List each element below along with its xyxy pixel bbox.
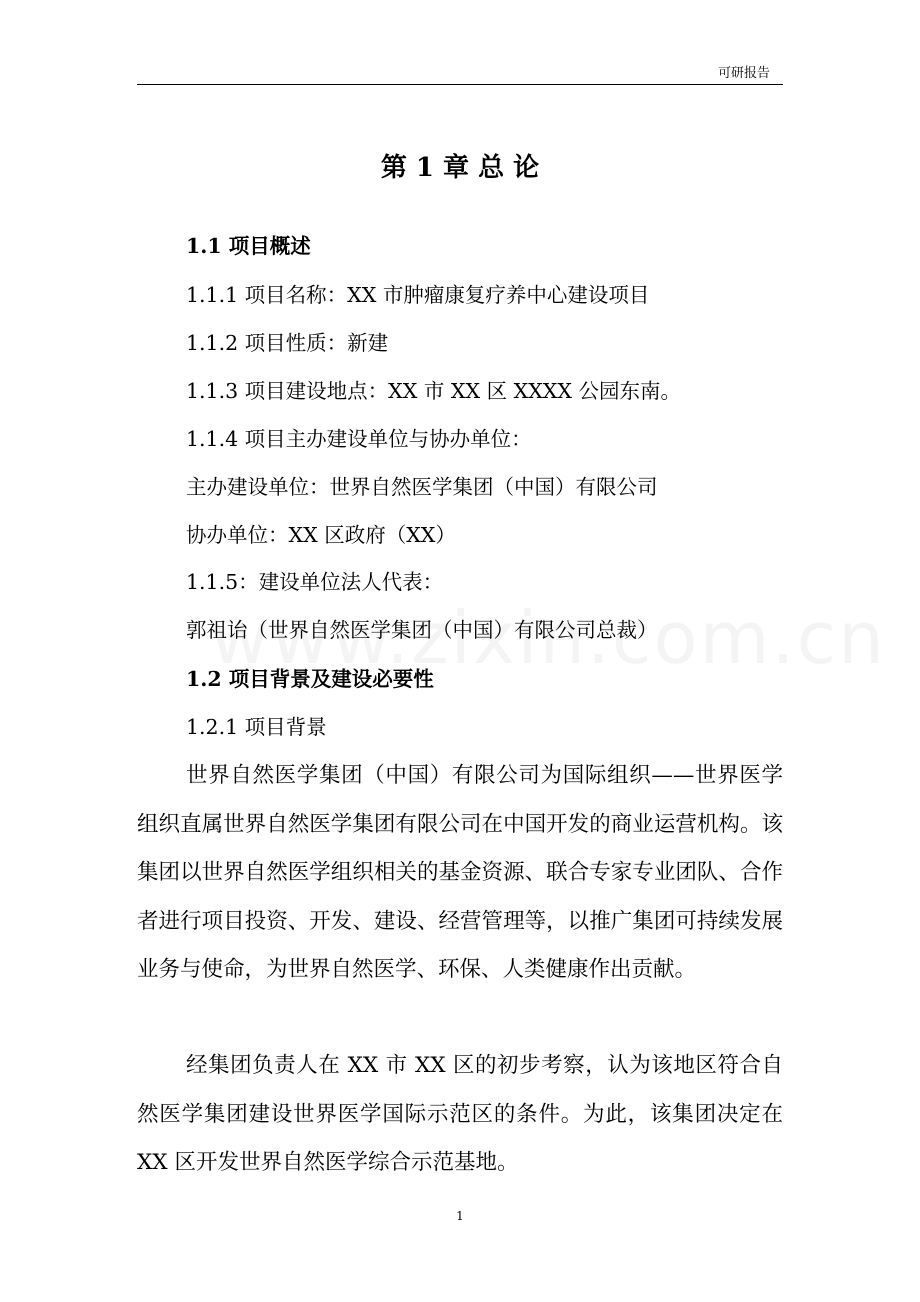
page-header-text: 可研报告	[717, 66, 770, 81]
chapter-title: 第 1 章 总 论	[380, 153, 540, 183]
item-project-location: 1.1.3 项目建设地点：XX 市 XX 区 XXXX 公园东南。	[186, 379, 682, 403]
item-legal-rep-name: 郭祖诒（世界自然医学集团（中国）有限公司总裁）	[186, 618, 658, 642]
item-legal-rep-label: 1.1.5：建设单位法人代表：	[186, 570, 444, 594]
item-main-unit: 主办建设单位：世界自然医学集团（中国）有限公司	[186, 475, 658, 499]
header-rule	[137, 84, 783, 85]
section-heading-1-2: 1.2 项目背景及建设必要性	[186, 667, 434, 691]
page-number: 1	[456, 1209, 464, 1223]
subsection-heading-1-2-1: 1.2.1 项目背景	[186, 715, 327, 739]
item-assist-unit: 协办单位：XX 区政府（XX）	[186, 523, 456, 547]
item-project-units: 1.1.4 项目主办建设单位与协办单位：	[186, 427, 532, 451]
paragraph-background: 世界自然医学集团（中国）有限公司为国际组织——世界医学组织直属世界自然医学集团有限公司在中国开发的商业运营机构。该集团以世界自然医学组织相关的基金资源、联合专家专业团队、合作者进行项目投资、开发、建设、经营管理等，以推广集团可持续发展业务与使命，为世界自然医学、环保、人类健康作出贡献。	[137, 763, 783, 982]
item-project-nature: 1.1.2 项目性质：新建	[186, 331, 389, 355]
section-heading-1-1: 1.1 项目概述	[186, 234, 311, 258]
paragraph-investigation: 经集团负责人在 XX 市 XX 区的初步考察，认为该地区符合自然医学集团建设世界医学国际示范区的条件。为此，该集团决定在 XX 区开发世界自然医学综合示范基地。	[137, 1053, 783, 1175]
item-project-name: 1.1.1 项目名称：XX 市肿瘤康复疗养中心建设项目	[186, 283, 650, 307]
